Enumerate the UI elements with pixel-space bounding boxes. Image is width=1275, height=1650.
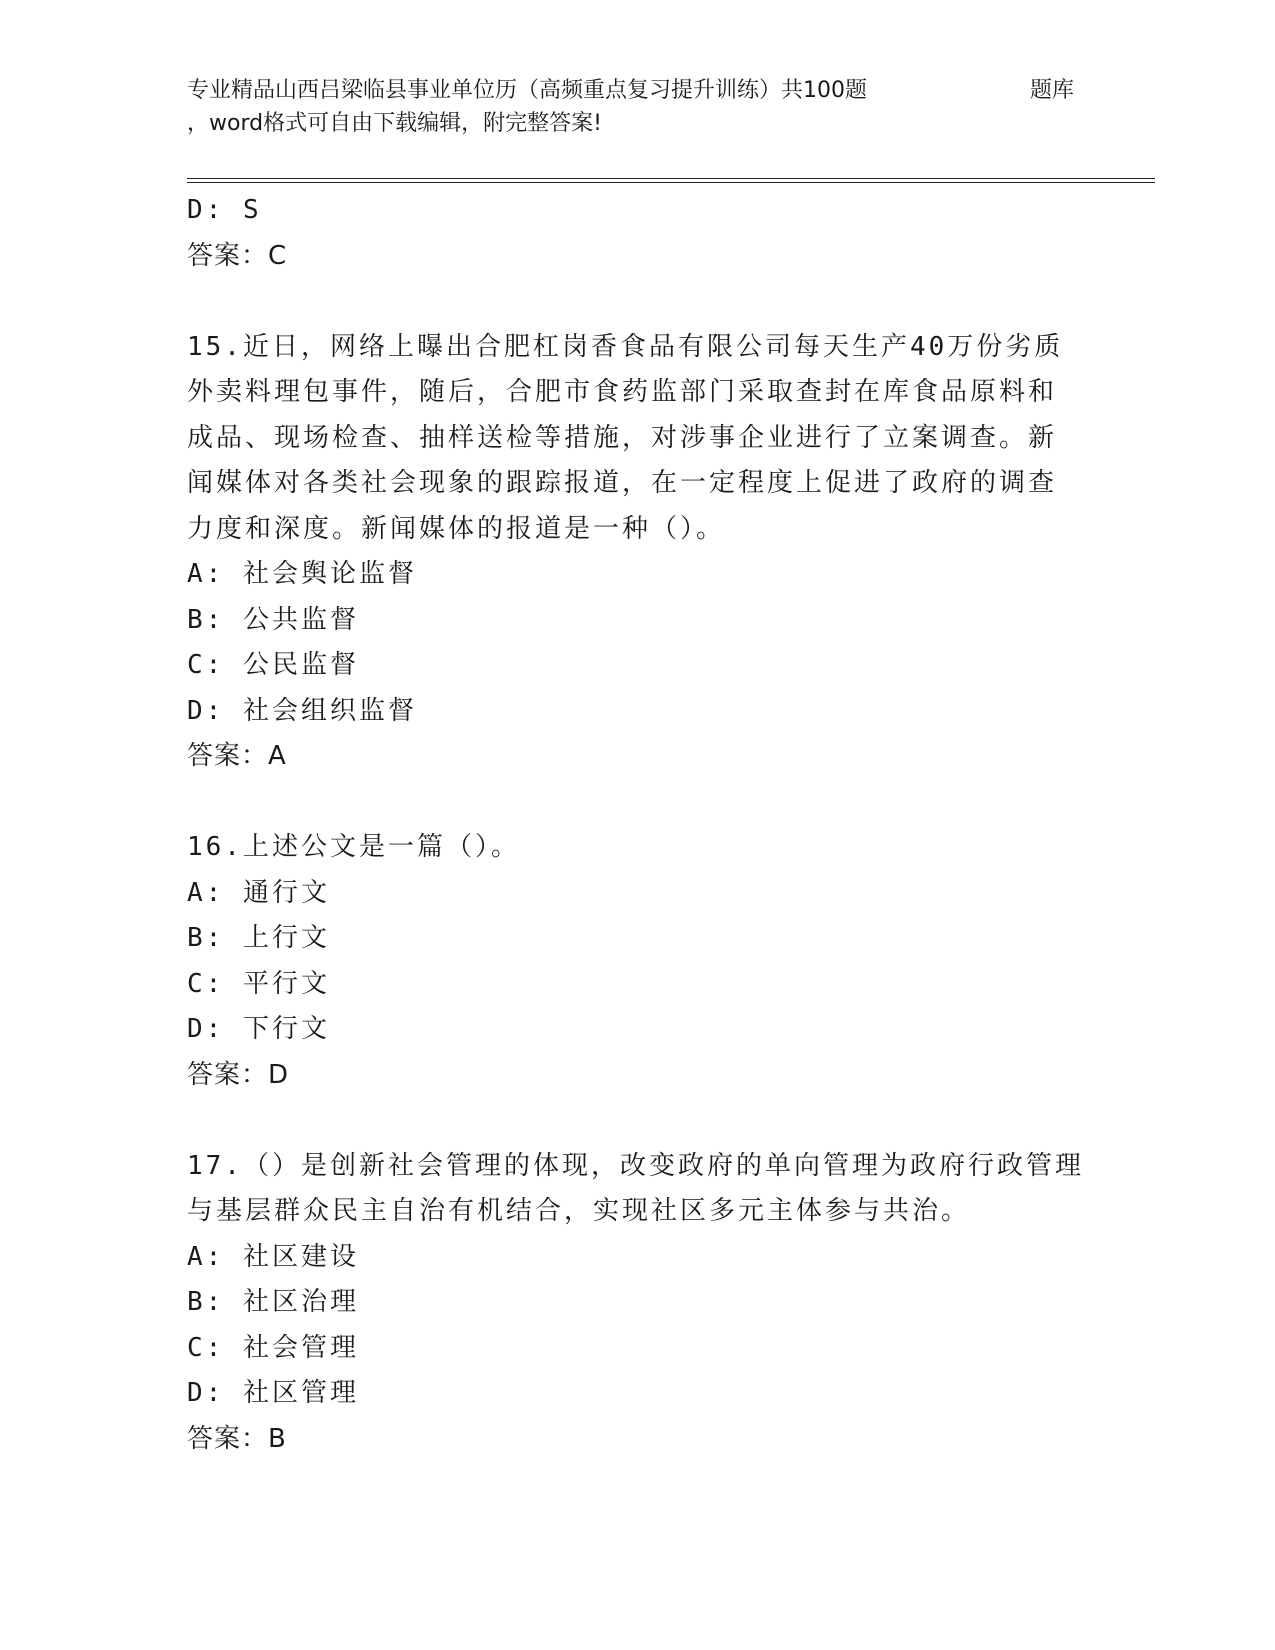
option-b: B: 社区治理 [187,1287,359,1317]
option-d: D: S [187,195,262,225]
header-title-line [187,74,1087,107]
document-body [187,188,1087,1462]
option-d: D: 下行文 [187,1014,330,1044]
option-d: D: 社会组织监督 [187,695,417,726]
question-text-line: 与基层群众民主自治有机结合，实现社区多元主体参与共治。 [187,1196,971,1226]
option-d: D: 社区管理 [187,1378,359,1408]
header-divider [187,178,1155,183]
question-text-line: 闻媒体对各类社会现象的跟踪报道，在一定程度上促进了政府的调查 [187,468,1058,498]
spacer [187,279,1087,325]
option-a: A: 通行文 [187,877,330,908]
header-title: 专业精品山西吕梁临县事业单位历（高频重点复习提升训练）共100题 [187,78,867,103]
question-text-line: 17.（）是创新社会管理的体现，改变政府的单向管理为政府行政管理 [187,1150,1084,1181]
previous-question-tail [187,188,1087,279]
question-text-line: 力度和深度。新闻媒体的报道是一种（）。 [187,513,726,544]
option-a: A: 社会舆论监督 [187,559,417,589]
answer-line: 答案：C [187,240,288,271]
question-text-line: 15.近日，网络上曝出合肥杠岗香食品有限公司每天生产40万份劣质 [187,331,1064,362]
question-15 [187,325,1087,780]
option-b: B: 公共监督 [187,604,359,635]
option-b: B: 上行文 [187,923,330,953]
question-text-line: 16.上述公文是一篇（）。 [187,832,520,862]
answer-line: 答案：B [187,1423,287,1454]
question-text-line: 外卖料理包事件，随后，合肥市食药监部门采取查封在库食品原料和 [187,377,1058,407]
spacer [187,780,1087,826]
question-text-line: 成品、现场检查、抽样送检等措施，对涉事企业进行了立案调查。新 [187,422,1058,453]
answer-line: 答案：A [187,741,287,771]
option-a: A: 社区建设 [187,1241,359,1272]
answer-line: 答案：D [187,1059,290,1090]
spacer [187,1098,1087,1144]
question-16 [187,825,1087,1098]
question-17 [187,1144,1087,1463]
option-c: C: 平行文 [187,968,330,999]
page-header [187,74,1087,140]
header-tag: 题库 [1030,78,1075,103]
header-subtitle: ，word格式可自由下载编辑，附完整答案! [187,111,602,136]
option-c: C: 社会管理 [187,1332,359,1363]
option-c: C: 公民监督 [187,650,359,680]
